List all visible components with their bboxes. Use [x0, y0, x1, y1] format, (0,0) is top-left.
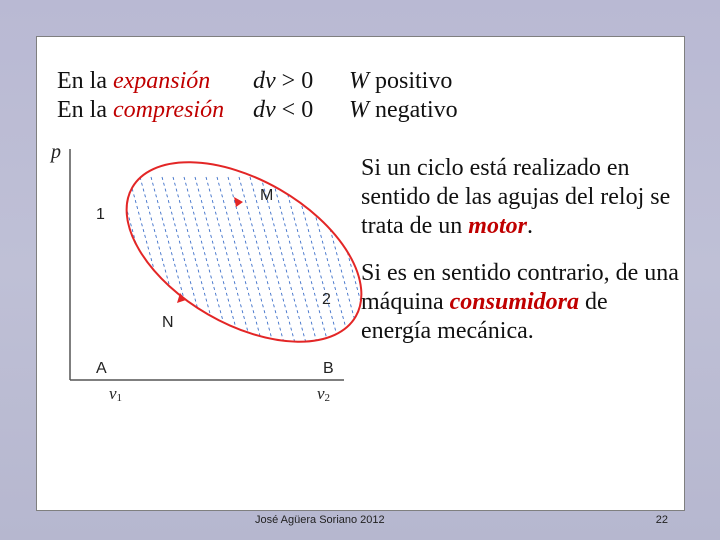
consumidora-keyword: consumidora	[449, 289, 580, 315]
hatch-line	[129, 177, 184, 380]
compression-keyword: compresión	[112, 97, 225, 123]
paragraph-consumer: Si es en sentido contrario, de una máquina consumidora de energía mecánica.	[361, 260, 679, 344]
footer-author: José Agüera Soriano 2012	[255, 514, 385, 526]
expansion-keyword: expansión	[112, 68, 211, 94]
point-N-label: N	[162, 314, 174, 331]
hatch-line	[162, 177, 217, 380]
cycle-curve	[96, 125, 391, 379]
page-number: 22	[655, 514, 668, 526]
compression-label: En la compresión	[57, 97, 225, 123]
v2-label: v2	[317, 384, 331, 404]
hatch-line	[151, 177, 206, 380]
compression-condition: dv < 0	[253, 97, 314, 123]
hatch-line	[217, 177, 272, 380]
hatch-line	[283, 177, 338, 380]
point-1-label: 1	[96, 206, 105, 223]
hatch-line	[184, 177, 239, 380]
expansion-label: En la expansión	[57, 68, 211, 94]
hatch-line	[140, 177, 195, 380]
hatch-line	[195, 177, 250, 380]
hatch-line	[305, 177, 360, 380]
hatch-line	[173, 177, 228, 380]
point-B-label: B	[323, 360, 334, 377]
arrow-M-icon	[234, 197, 243, 207]
v1-label: v1	[109, 384, 123, 404]
point-M-label: M	[260, 187, 274, 204]
compression-work: W negativo	[349, 97, 458, 123]
hatch-line	[107, 177, 162, 380]
hatch-line	[272, 177, 327, 380]
motor-keyword: motor	[468, 213, 527, 239]
expansion-condition: dv > 0	[253, 68, 314, 94]
paragraph-motor: Si un ciclo está realizado en sentido de las agujas del reloj se trata de un motor.	[361, 155, 671, 239]
point-2-label: 2	[322, 291, 331, 308]
hatch-line	[206, 177, 261, 380]
slide	[36, 36, 685, 526]
hatch-line	[294, 177, 349, 380]
hatch-line	[228, 177, 283, 380]
expansion-work: W positivo	[349, 68, 453, 94]
point-A-label: A	[96, 360, 107, 377]
y-axis-label: p	[51, 141, 61, 163]
hatch-line	[239, 177, 294, 380]
hatch-line	[250, 177, 305, 380]
